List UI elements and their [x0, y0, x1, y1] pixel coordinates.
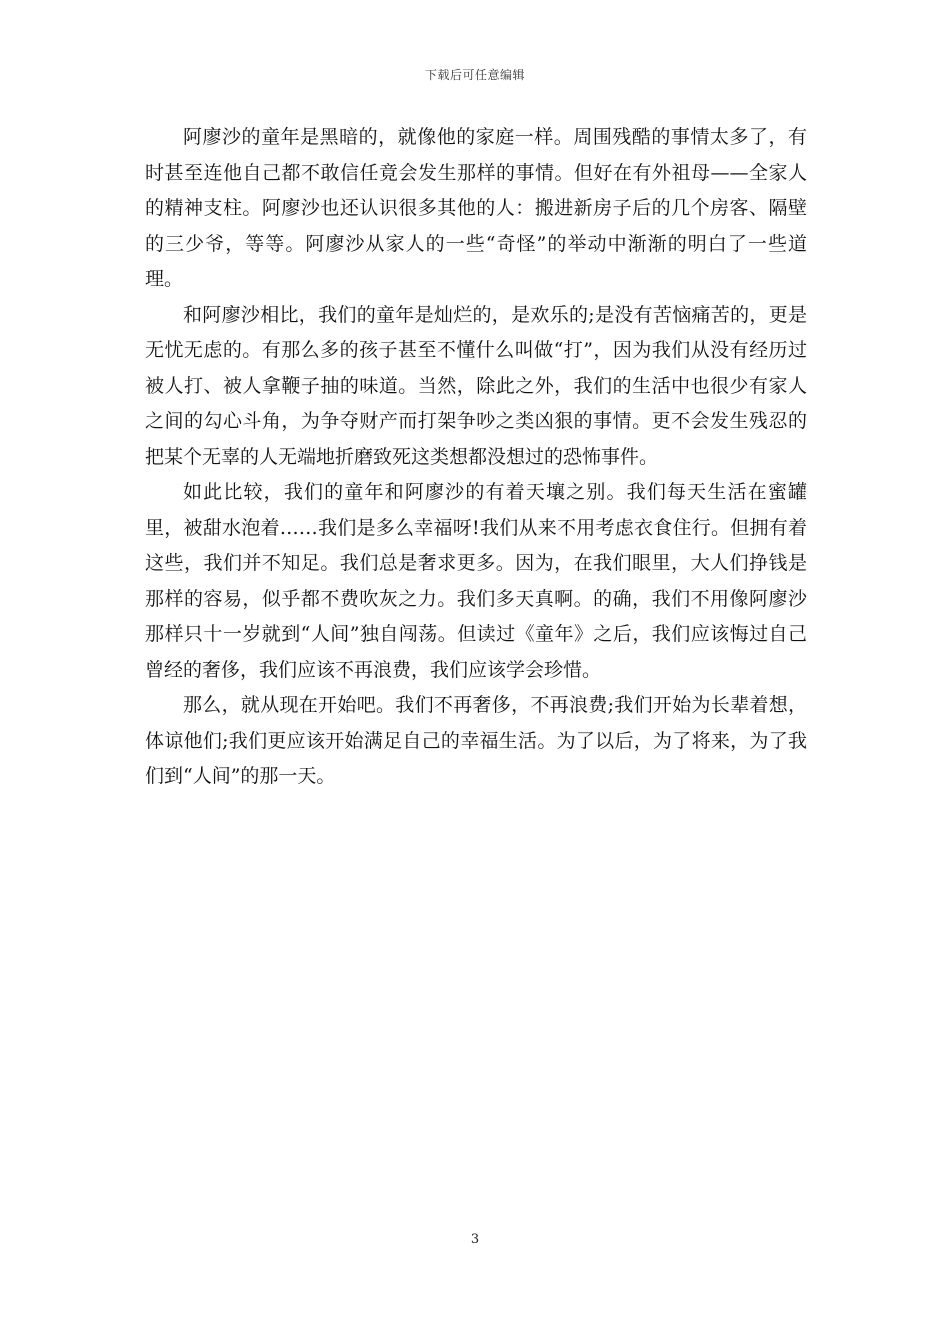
page-number: 3 [470, 1232, 480, 1247]
paragraph-2: 和阿廖沙相比，我们的童年是灿烂的，是欢乐的;是没有苦恼痛苦的，更是无忧无虑的。有那么多的孩子甚至不懂什么叫做“打”，因为我们从没有经历过被人打、被人拿鞭子抽的味道。当然，除此之外，我们的生活中也很少有家人之间的勾心斗角，为争夺财产而打架争吵之类凶狠的事情。更不会发生残忍的把某个无辜的人无端地折磨致死这类想都没想过的恐怖事件。 [145, 303, 807, 468]
document-body [145, 120, 807, 795]
paragraph-4: 那么，就从现在开始吧。我们不再奢侈，不再浪费;我们开始为长辈着想，体谅他们;我们更应该开始满足自己的幸福生活。为了以后，为了将来，为了我们到“人间”的那一天。 [145, 694, 807, 787]
paragraph-1: 阿廖沙的童年是黑暗的，就像他的家庭一样。周围残酷的事情太多了，有时甚至连他自己都不敢信任竟会发生那样的事情。但好在有外祖母——全家人的精神支柱。阿廖沙也还认识很多其他的人：搬进新房子后的几个房客、隔壁的三少爷，等等。阿廖沙从家人的一些“奇怪”的举动中渐渐的明白了一些道理。 [145, 126, 807, 290]
page-header: 下载后可任意编辑 [424, 68, 525, 82]
paragraph-3: 如此比较，我们的童年和阿廖沙的有着天壤之别。我们每天生活在蜜罐里，被甜水泡着……我们是多么幸福呀!我们从来不用考虑衣食住行。但拥有着这些，我们并不知足。我们总是奢求更多。因为，在我们眼里，大人们挣钱是那样的容易，似乎都不费吹灰之力。我们多天真啊。的确，我们不用像阿廖沙那样只十一岁就到“人间”独自闯荡。但读过《童年》之后，我们应该悔过自己曾经的奢侈，我们应该不再浪费，我们应该学会珍惜。 [145, 481, 807, 681]
